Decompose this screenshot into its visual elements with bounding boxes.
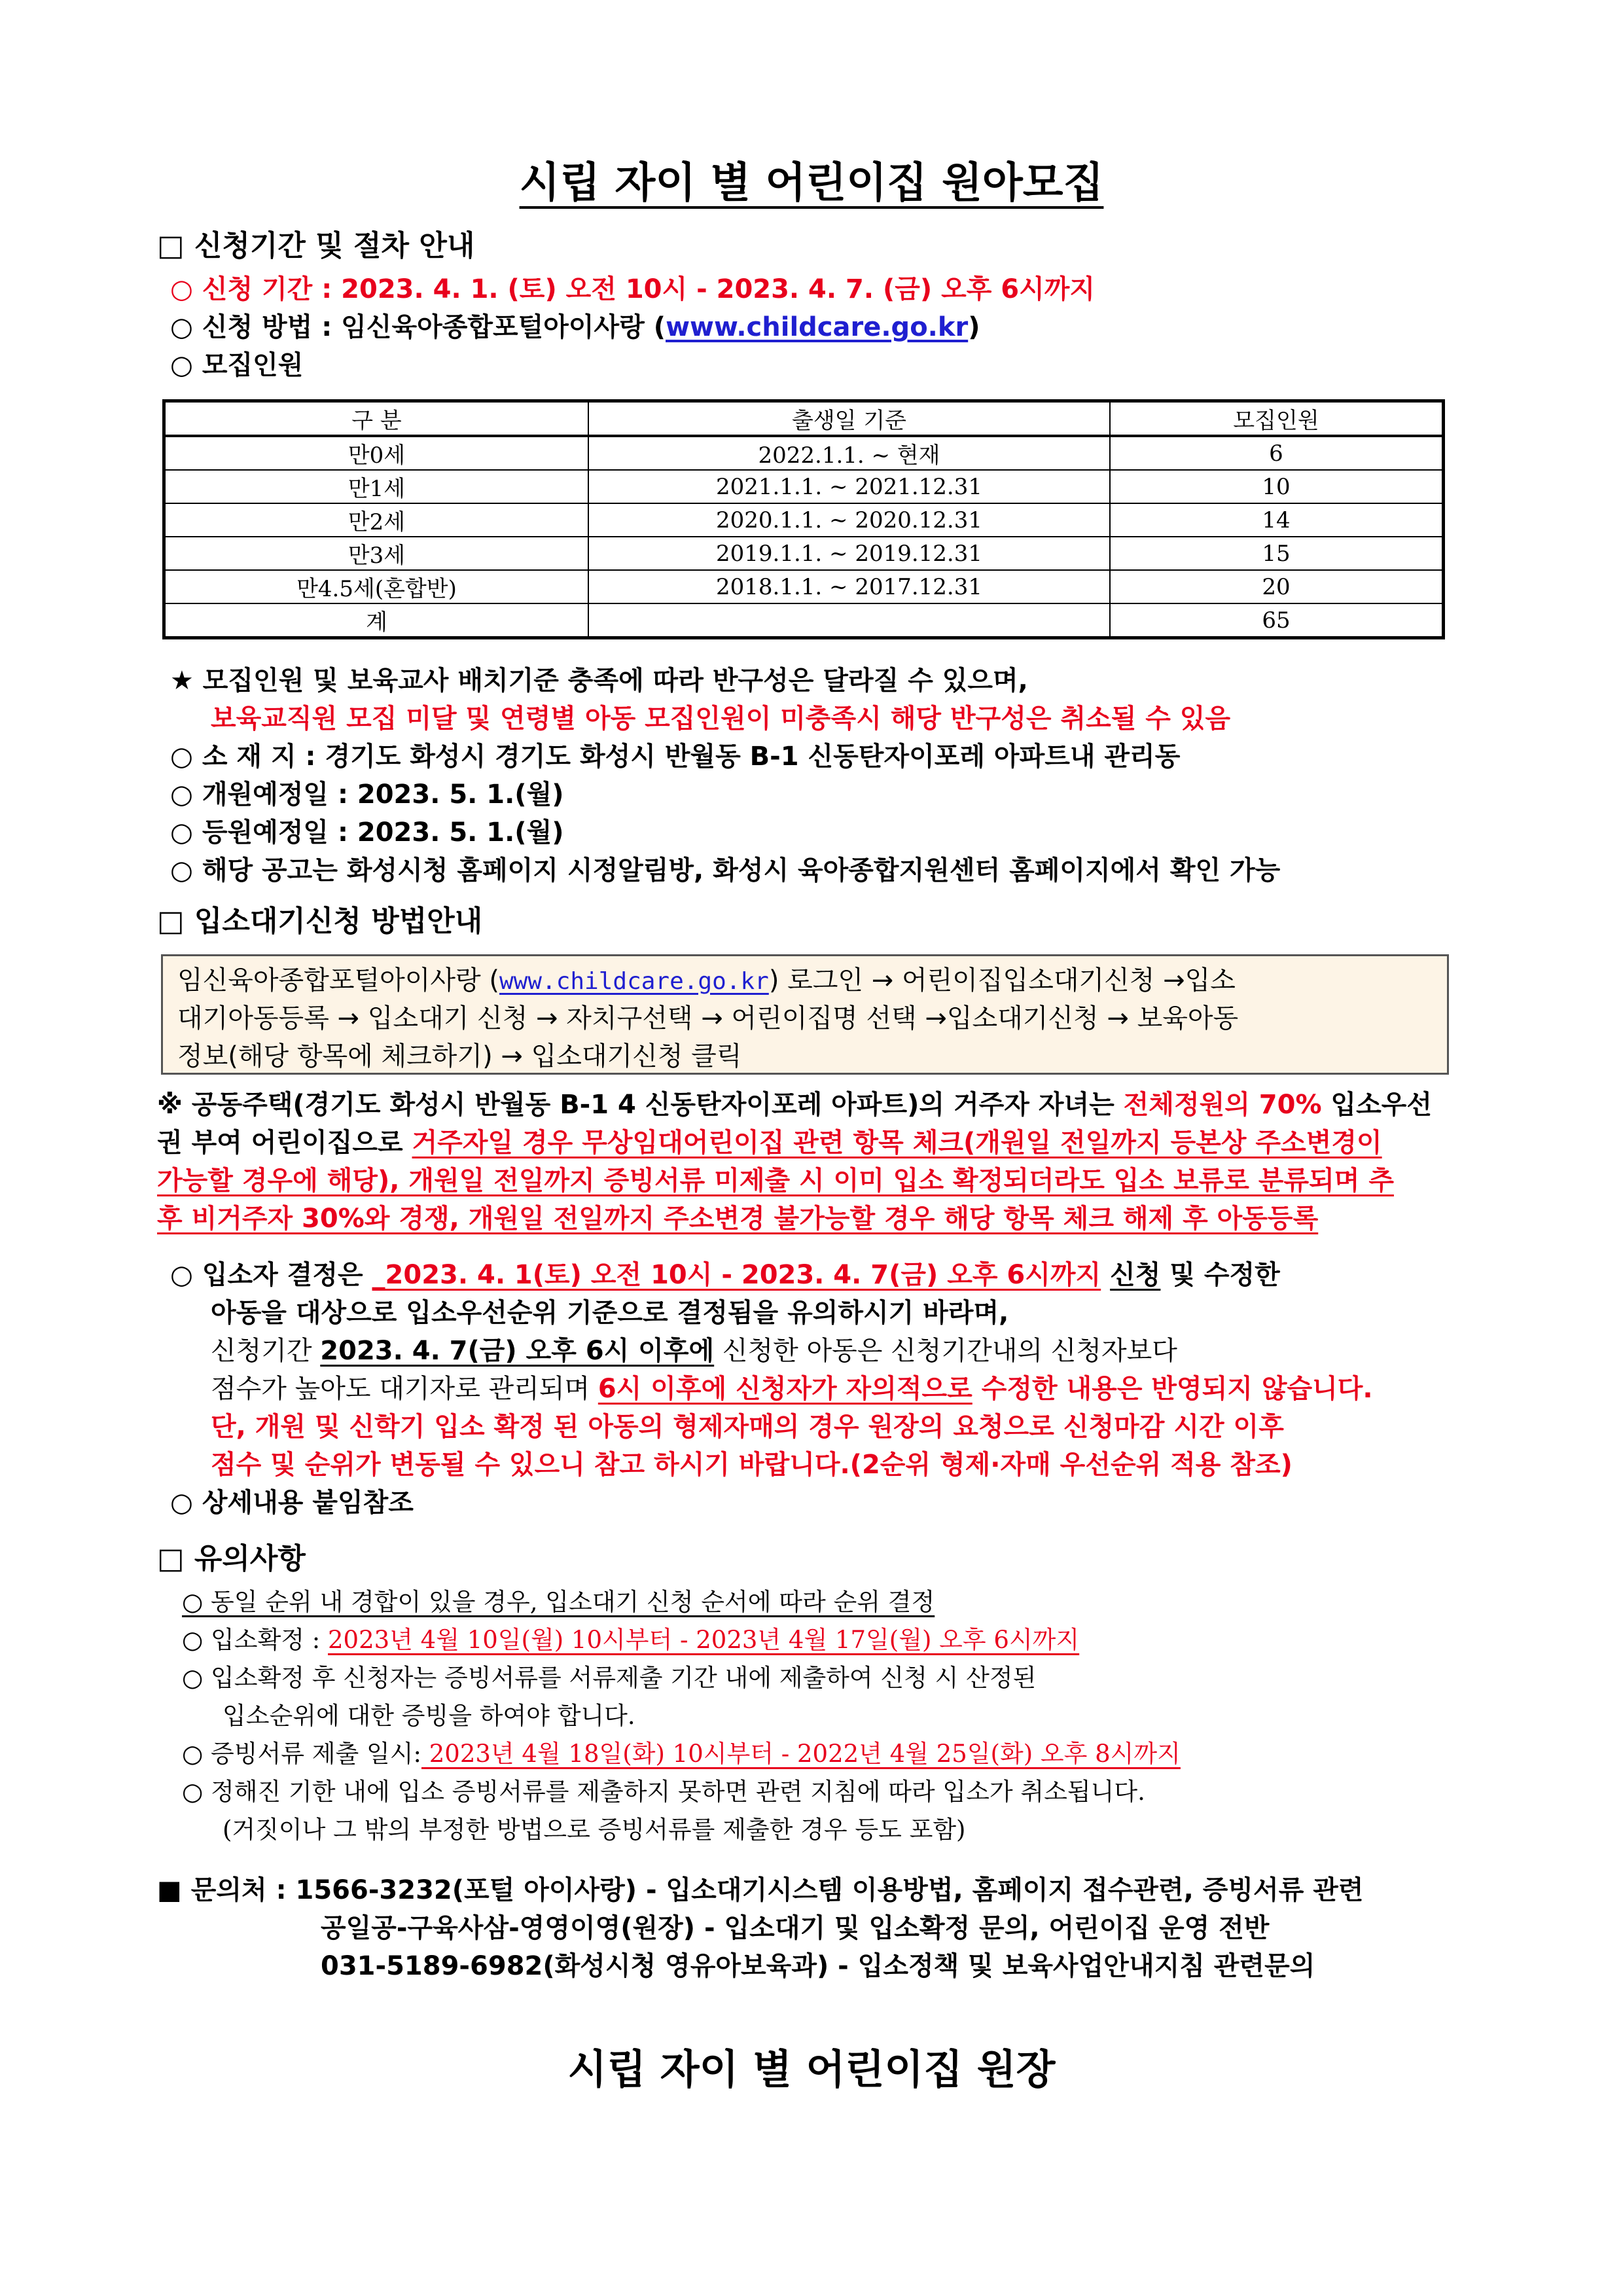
- table-cell: 2021.1.1. ~ 2021.12.31: [588, 470, 1110, 503]
- table-row: [164, 436, 1444, 470]
- table-cell: 2018.1.1. ~ 2017.12.31: [588, 570, 1110, 603]
- section-heading-application: □ 신청기간 및 절차 안내: [157, 229, 475, 262]
- application-period: ○ 신청 기간 : 2023. 4. 1. (토) 오전 10시 - 2023. 4. 7. (금) 오후 6시까지: [170, 274, 1096, 304]
- open-date: ○ 개원예정일 : 2023. 5. 1.(월): [170, 780, 564, 810]
- signature-director: 시립 자이 별 어린이집 원장: [567, 2045, 1056, 2093]
- attend-date: ○ 등원예정일 : 2023. 5. 1.(월): [170, 817, 564, 848]
- table-cell: 14: [1110, 503, 1444, 537]
- table-cell: [588, 603, 1110, 638]
- guide-line-1: 임신육아종합포털아이사랑 (www.childcare.go.kr) 로그인 → 어린이집입소대기신청 →입소: [177, 965, 1236, 996]
- table-cell: 만2세: [164, 503, 589, 537]
- class-cancel-note: 보육교직원 모집 미달 및 연령별 아동 모집인원이 미충족시 해당 반구성은 취소될 수 있음: [211, 704, 1231, 734]
- guide-line-2: 대기아동등록 → 입소대기 신청 → 자치구선택 → 어린이집명 선택 →입소대기신청 → 보육아동: [177, 1003, 1239, 1033]
- contact-line-1: ■ 문의처 : 1566-3232(포털 아이사랑) - 입소대기시스템 이용방법, 홈페이지 접수관련, 증빙서류 관련: [157, 1875, 1364, 1905]
- application-method: ○ 신청 방법 : 임신육아종합포털아이사랑 (www.childcare.go.kr): [170, 312, 980, 342]
- childcare-link-guide[interactable]: www.childcare.go.kr: [499, 968, 769, 995]
- table-cell: 15: [1110, 537, 1444, 570]
- notice-location: ○ 해당 공고는 화성시청 홈페이지 시정알림방, 화성시 육아종합지원센터 홈페이지에서 확인 가능: [170, 855, 1281, 886]
- table-cell: 2020.1.1. ~ 2020.12.31: [588, 503, 1110, 537]
- table-cell: 20: [1110, 570, 1444, 603]
- decision-line-4: 점수가 높아도 대기자로 관리되며 6시 이후에 신청자가 자의적으로 수정한 내용은 반영되지 않습니다.: [211, 1374, 1373, 1404]
- childcare-link[interactable]: www.childcare.go.kr: [666, 312, 969, 342]
- housing-note-line-1: ※ 공동주택(경기도 화성시 반월동 B-1 4 신동탄자이포레 아파트)의 거주자 자녀는 전체정원의 70% 입소우선: [157, 1090, 1433, 1120]
- guide-line-3: 정보(해당 항목에 체크하기) → 입소대기신청 클릭: [177, 1041, 742, 1071]
- table-cell: 계: [164, 603, 589, 638]
- caution-5b: (거짓이나 그 밖의 부정한 방법으로 증빙서류를 제출한 경우 등도 포함): [223, 1816, 966, 1844]
- table-cell: 만1세: [164, 470, 589, 503]
- decision-line-1: ○ 입소자 결정은 _2023. 4. 1(토) 오전 10시 - 2023. 4. 7(금) 오후 6시까지 신청 및 수정한: [170, 1260, 1280, 1290]
- header-category: 구 분: [164, 401, 589, 437]
- table-cell: 6: [1110, 436, 1444, 470]
- contact-line-3: 031-5189-6982(화성시청 영유아보육과) - 입소정책 및 보육사업안내지침 관련문의: [321, 1951, 1315, 1981]
- table-cell: 만0세: [164, 436, 589, 470]
- contact-line-2: 공일공-구육사삼-영영이영(원장) - 입소대기 및 입소확정 문의, 어린이집 운영 전반: [321, 1913, 1270, 1943]
- table-total-row: [164, 603, 1444, 638]
- recruit-heading: ○ 모집인원: [170, 350, 304, 380]
- header-capacity: 모집인원: [1110, 401, 1444, 437]
- class-composition-note: ★ 모집인원 및 보육교사 배치기준 충족에 따라 반구성은 달라질 수 있으며,: [170, 666, 1028, 696]
- housing-note-line-3: 가능할 경우에 해당), 개원일 전일까지 증빙서류 미제출 시 이미 입소 확정되더라도 입소 보류로 분류되며 추: [157, 1166, 1394, 1196]
- table-cell: 2019.1.1. ~ 2019.12.31: [588, 537, 1110, 570]
- table-cell: 만3세: [164, 537, 589, 570]
- section-heading-waitlist: □ 입소대기신청 방법안내: [157, 905, 483, 938]
- housing-note-line-2: 권 부여 어린이집으로 거주자일 경우 무상임대어린이집 관련 항목 체크(개원일 전일까지 등본상 주소변경이: [157, 1128, 1382, 1158]
- decision-line-6: 점수 및 순위가 변동될 수 있으니 참고 하시기 바랍니다.(2순위 형제·자매 우선순위 적용 참조): [211, 1450, 1293, 1480]
- decision-line-5: 단, 개원 및 신학기 입소 확정 된 아동의 형제자매의 경우 원장의 요청으로 신청마감 시간 이후: [211, 1412, 1284, 1442]
- decision-line-3: 신청기간 2023. 4. 7(금) 오후 6시 이후에 신청한 아동은 신청기간내의 신청자보다: [211, 1336, 1177, 1366]
- decision-line-2: 아동을 대상으로 입소우선순위 기준으로 결정됨을 유의하시기 바라며,: [211, 1298, 1009, 1328]
- table-row: [164, 470, 1444, 503]
- table-cell: 65: [1110, 603, 1444, 638]
- section-heading-cautions: □ 유의사항: [157, 1542, 306, 1575]
- table-cell: 10: [1110, 470, 1444, 503]
- decision-detail-ref: ○ 상세내용 붙임참조: [170, 1488, 414, 1518]
- table-cell: 만4.5세(혼합반): [164, 570, 589, 603]
- location: ○ 소 재 지 : 경기도 화성시 경기도 화성시 반월동 B-1 신동탄자이포레 아파트내 관리동: [170, 742, 1181, 772]
- caution-1: ○ 동일 순위 내 경합이 있을 경우, 입소대기 신청 순서에 따라 순위 결정: [182, 1588, 935, 1616]
- housing-note-line-4: 후 비거주자 30%와 경쟁, 개원일 전일까지 주소변경 불가능할 경우 해당 항목 체크 해제 후 아동등록: [157, 1204, 1319, 1234]
- recruit-table: [162, 399, 1445, 639]
- table-cell: 2022.1.1. ~ 현재: [588, 436, 1110, 470]
- caution-3b: 입소순위에 대한 증빙을 하여야 합니다.: [223, 1702, 635, 1730]
- caution-2: ○ 입소확정 : 2023년 4월 10일(월) 10시부터 - 2023년 4월 17일(월) 오후 6시까지: [182, 1626, 1080, 1654]
- document-title: 시립 자이 별 어린이집 원아모집: [519, 159, 1104, 207]
- table-row: [164, 537, 1444, 570]
- header-birth-date: 출생일 기준: [588, 401, 1110, 437]
- caution-3a: ○ 입소확정 후 신청자는 증빙서류를 서류제출 기간 내에 제출하여 신청 시 산정된: [182, 1664, 1037, 1692]
- table-row: [164, 570, 1444, 603]
- waitlist-guide-box: [161, 954, 1449, 1075]
- table-header-row: [164, 401, 1444, 437]
- caution-4: ○ 증빙서류 제출 일시: 2023년 4월 18일(화) 10시부터 - 2022년 4월 25일(화) 오후 8시까지: [182, 1740, 1181, 1768]
- table-row: [164, 503, 1444, 537]
- caution-5a: ○ 정해진 기한 내에 입소 증빙서류를 제출하지 못하면 관련 지침에 따라 입소가 취소됩니다.: [182, 1778, 1145, 1806]
